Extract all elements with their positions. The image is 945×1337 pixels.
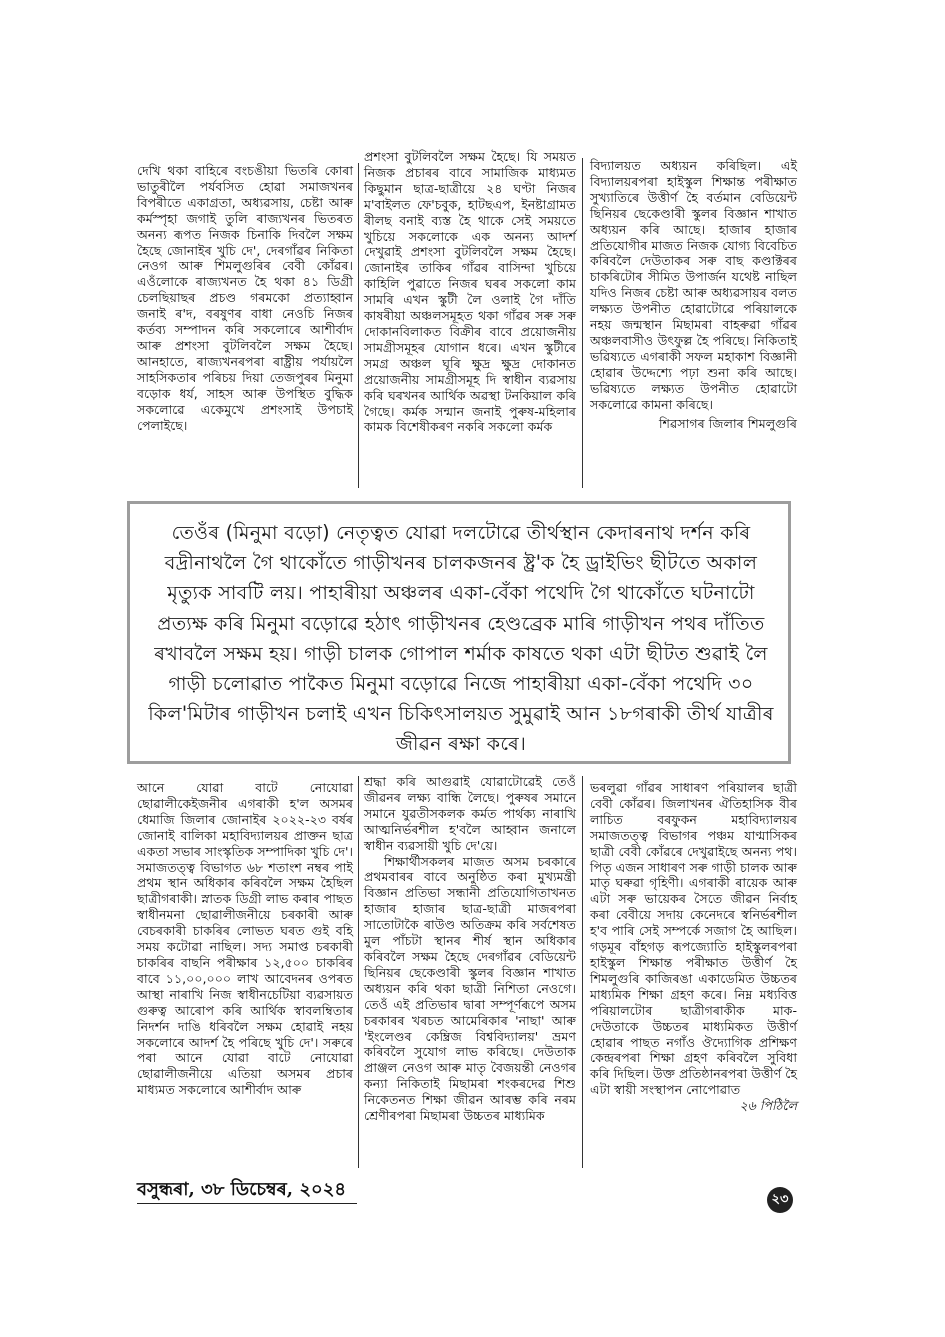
column-top-2 (364, 149, 576, 435)
paragraph: ভৰলুৱা গাঁৱৰ সাধাৰণ পৰিয়ালৰ ছাত্ৰী বেবী কোঁৱৰ। জিলাখনৰ ঐতিহাসিক বীৰ লাচিত বৰফুকন মহাবিদ্যালয়ৰ সমাজতত্ত্ব বিভাগৰ পঞ্চম যাণ্মাসিকৰ ছাত্ৰী বেবী কোঁৱৰে দেখুৱাইছে অনন্য পথ। পিতৃ এজন সাধাৰণ সৰু গাড়ী চালক আৰু মাতৃ ঘৰুৱা গৃহিণী। এগৰাকী ৰায়েক আৰু এটা সৰু ভায়েকৰ সৈতে জীৱন নিৰ্বাহ কৰা বেবীয়ে সদায় কেনেদৰে স্বনিৰ্ভৰশীল হ'ব পাৰি সেই সম্পৰ্কে সজাগ হৈ আছিল। গড়মূৰ বাঁহগড় ৰূপজ্যোতি হাইস্কুলৰপৰা হাইস্কুল শিক্ষান্ত পৰীক্ষাত উত্তীৰ্ণ হৈ শিমলুগুৰি কাজিৰঙা একাডেমিত উচ্চতৰ মাধ্যমিক শিক্ষা গ্ৰহণ কৰে। নিম্ন মধ্যবিত্ত পৰিয়ালটোৰ ছাত্ৰীগৰাকীক মাক- দেউতাকে উচ্চতৰ মাধ্যমিকত উত্তীৰ্ণ হোৱাৰ পাছত নগাঁও ঔদ্যোগিক প্ৰশিক্ষণ কেন্দ্ৰৰপৰা শিক্ষা গ্ৰহণ কৰিবলৈ সুবিধা কৰি দিছিল। উক্ত প্ৰতিষ্ঠানৰপৰা উত্তীৰ্ণ হৈ এটা স্বায়ী সংস্থাপন নোপোৱাত (590, 780, 797, 1098)
column-divider (358, 163, 359, 488)
column-top-1 (137, 163, 353, 433)
paragraph: প্ৰশংসা বুটলিবলৈ সক্ষম হৈছে। যি সময়ত নিজক প্ৰচাৰৰ বাবে সামাজিক মাধ্যমত কিছুমান ছাত্ৰ-ছাত্ৰীয়ে ২৪ ঘণ্টা নিজৰ ম'বাইলত ফে'চবুক, হাটছএপ, ইনষ্টাগ্ৰামত ৰীলছ বনাই ব্যস্ত হৈ থাকে সেই সময়তে খুচিয়ে সকলোকে এক অনন্য আদৰ্শ দেখুৱাই প্ৰশংসা বুটলিবলৈ সক্ষম হৈছে। জোনাইৰ তাকিৰ গাঁৱৰ বাসিন্দা খুচিয়ে কাহিলি পুৱাতে নিজৰ ঘৰৰ সকলো কাম সামৰি এখন স্কুটী লৈ ওলাই গৈ দাঁতি কাষৰীয়া অঞ্চলসমূহত থকা গাঁৱৰ সৰু সৰু দোকানবিলাকত বিক্ৰীৰ বাবে প্ৰয়োজনীয় সামগ্ৰীসমূহৰ যোগান ধৰে। এখন স্কুটীৰে সমগ্ৰ অঞ্চল ঘূৰি ক্ষুদ্ৰ ক্ষুদ্ৰ দোকানত প্ৰয়োজনীয় সামগ্ৰীসমূহ দি স্বাধীন ব্যৱসায় কৰি ঘৰখনৰ আৰ্থিক অৱস্থা টনকিয়াল কৰি গৈছে। কৰ্মক সন্মান জনাই পুৰুষ-মহিলাৰ কামক বিশেষীকৰণ নকৰি সকলো কৰ্মক (364, 149, 576, 435)
continued-note: ২৬ পিঠিলৈ (739, 1098, 797, 1114)
column-bottom-2 (364, 774, 576, 1124)
paragraph: আনে যোৱা বাটে নোযোৱা ছোৱালীকেইজনীৰ এগৰাকী হ'ল অসমৰ ধেমাজি জিলাৰ জোনাইৰ ২০২২-২৩ বৰ্ষৰ জোনাই বালিকা মহাবিদ্যালয়ৰ প্ৰাক্তন ছাত্ৰ একতা সভাৰ সাংস্কৃতিক সম্পাদিকা খুচি দে'। সমাজতত্ত্ব বিভাগত ৬৮ শতাংশ নম্বৰ পাই প্ৰথম স্থান অধিকাৰ কৰিবলৈ সক্ষম হৈছিল ছাত্ৰীগৰাকী। স্নাতক ডিগ্ৰী লাভ কৰাৰ পাছত স্বাধীনমনা ছোৱালীজনীয়ে চৰকাৰী আৰু বেচৰকাৰী চাকৰিৰ লোভত ঘৰত গুই বহি সময় কটোৱা নাছিল। সদ্য সমাপ্ত চৰকাৰী চাকৰিৰ বাছনি পৰীক্ষাৰ ১২,৫০০ চাকৰিৰ বাবে ১১,০০,০০০ লাখ আবেদনৰ ওপৰত আস্থা নাৰাখি নিজ স্বাধীনচেটিয়া ব্যৱসায়ত গুৰুত্ব আৰোপ কৰি আৰ্থিক স্বাবলম্বিতাৰ নিদৰ্শন দাঙি ধৰিবলৈ সক্ষম হোৱাই নহয় সকলোৰে আদৰ্শ হৈ পৰিছে খুচি দে'। সৰুৰে পৰা আনে যোৱা বাটে নোযোৱা ছোৱালীজনীয়ে এতিয়া অসমৰ প্ৰচাৰ মাধ্যমত সকলোৰে আশীৰ্বাদ আৰু (137, 780, 353, 1098)
author-location: শিৱসাগৰ জিলাৰ শিমলুগুৰি (658, 415, 797, 431)
column-divider (582, 158, 583, 488)
paragraph: শ্ৰদ্ধা কৰি আগুৱাই যোৱাটোৱেই তেওঁ জীৱনৰ লক্ষ্য বান্ধি লৈছে। পুৰুষৰ সমানে সমানে যুৱতীসকলক কৰ্মত পাৰ্থক্য নাৰাখি আত্মনিৰ্ভৰশীল হ'বলৈ আহ্বান জনালে স্বাধীন ব্যৱসায়ী খুচি দে'য়ে। (364, 774, 576, 853)
column-divider (358, 776, 359, 1168)
footer-rule (137, 1203, 357, 1204)
paragraph: দেখি থকা বাহিৰে বংচঙীয়া ভিতৰি কোৰা ভাতুৰীলৈ পৰ্যবসিত হোৱা সমাজখনৰ বিপৰীতে একাগ্ৰতা, অধ্যৱসায়, চেষ্টা আৰু কৰ্মস্পৃহা জগাই তুলি ৰাজ্যখনৰ ভিতৰত অনন্য ৰূপত নিজক চিনাকি দিবলৈ সক্ষম হৈছে জোনাইৰ খুচি দে', দেৰগাঁৱৰ নিকিতা নেওগ আৰু শিমলুগুৰিৰ বেবী কোঁৱৰ। এওঁলোকে ৰাজ্যখনত হৈ থকা ৪১ ডিগ্ৰী চেলছিয়াছৰ প্ৰচণ্ড গৰমকো প্ৰত্যাহ্বান জনাই ৰ'দ, বৰষুণৰ বাধা নেওচি নিজৰ কৰ্তব্য সম্পাদন কৰি সকলোৰে আশীৰ্বাদ আৰু প্ৰশংসা বুটলিবলৈ সক্ষম হৈছে। আনহাতে, ৰাজ্যখনৰপৰা ৰাষ্ট্ৰীয় পৰ্যায়লৈ সাহসিকতাৰ পৰিচয় দিয়া তেজপুৰৰ মিনুমা বড়োক ধৰ্য, সাহস আৰু উপস্থিত বুদ্ধিক সকলোৱে একেমুখে প্ৰশংসাই উপচাই পেলাইছে। (137, 163, 353, 433)
paragraph: শিক্ষাৰ্থীসকলৰ মাজত অসম চৰকাৰে প্ৰথমবাৰৰ বাবে অনুষ্ঠিত কৰা মুখ্যমন্ত্ৰী বিজ্ঞান প্ৰতিভা সন্ধানী প্ৰতিযোগিতাখনত হাজাৰ হাজাৰ ছাত্ৰ-ছাত্ৰী মাজৰপৰা সাতোটাকৈ ৰাউণ্ড অতিক্ৰম কৰি সৰ্বশেষত মুল পাঁচটা স্থানৰ শীৰ্ষ স্থান অধিকাৰ কৰিবলৈ সক্ষম হৈছে দেৰগাঁৱৰ বেডিয়েন্ট ছিনিয়ৰ ছেকেণ্ডাৰী স্কুলৰ বিজ্ঞান শাখাত অধ্যয়ন কৰি থকা ছাত্ৰী নিশিতা নেওগে। তেওঁ এই প্ৰতিভাৰ দ্বাৰা সম্পূৰ্ণৰূপে অসম চৰকাৰৰ খৰচত আমেৰিকাৰ 'নাছা' আৰু 'ইংলেণ্ডৰ কেম্ব্ৰিজ বিশ্ববিদ্যালয়' ভ্ৰমণ কৰিবলৈ সুযোগ লাভ কৰিছে। দেউতাক প্ৰাঞ্জল নেওগ আৰু মাতৃ বৈজয়ন্তী নেওগৰ কন্যা নিকিতাই মিছামৰা শংকৰদেৱ শিশু নিকেতনত শিক্ষা জীৱন আৰম্ভ কৰি নৰম শ্ৰেণীৰপৰা মিছামৰা উচ্চতৰ মাধ্যমিক (364, 853, 576, 1124)
pull-quote-box (127, 501, 791, 764)
column-bottom-3 (590, 780, 797, 1114)
paragraph: বিদ্যালয়ত অধ্যয়ন কৰিছিল। এই বিদ্যালয়ৰপৰা হাইস্কুল শিক্ষান্ত পৰীক্ষাত সুখ্যাতিৰে উত্তীৰ্ণ হৈ বৰ্তমান বেডিয়েন্ট ছিনিয়ৰ ছেকেণ্ডাৰী স্কুলৰ বিজ্ঞান শাখাত অধ্যয়ন কৰি আছে। হাজাৰ হাজাৰ প্ৰতিযোগীৰ মাজত নিজক যোগ্য বিবেচিত কৰিবলৈ দেউতাকৰ সৰু বাছ কণ্ডাক্টৰৰ চাকৰিটোৰ সীমিত উপাৰ্জন যথেষ্ট নাছিল যদিও নিজৰ চেষ্টা আৰু অধ্যৱসায়ৰ বলত লক্ষ্যত উপনীত হোৱাটোৱে পৰিয়ালকে নহয় জন্মস্থান মিছামৰা বাহৰুৱা গাঁৱৰ অঞ্চলবাসীও উৎফুল্ল হৈ পৰিছে। নিকিতাই ভৱিষ্যতে এগৰাকী সফল মহাকাশ বিজ্ঞানী হোৱাৰ উদ্দেশ্যে পঢ়া শুনা কৰি আছে। ভৱিষ্যতে লক্ষ্যত উপনীত হোৱাটো সকলোৱে কামনা কৰিছে। (590, 158, 797, 412)
column-divider (582, 776, 583, 1168)
page-number-badge: ২৩ (767, 1187, 793, 1213)
publication-footer: বসুন্ধৰা, ৩৮ ডিচেম্বৰ, ২০২৪ (137, 1179, 347, 1200)
column-bottom-1 (137, 780, 353, 1098)
column-top-3 (590, 158, 797, 431)
pull-quote: তেওঁৰ (মিনুমা বড়ো) নেতৃত্বত যোৱা দলটোৱে তীৰ্থস্থান কেদাৰনাথ দৰ্শন কৰি বদ্ৰীনাথলৈ গৈ থাকোঁতে গাড়ীখনৰ চালকজনৰ ষ্ট্ৰ'ক হৈ ড্ৰাইভিং ছীটতে অকাল মৃত্যুক সাবটি লয়। পাহাৰীয়া অঞ্চলৰ একা-বেঁকা পথেদি গৈ থাকোঁতে ঘটনাটো প্ৰত্যক্ষ কৰি মিনুমা বড়োৱে হঠাৎ গাড়ীখনৰ হেণ্ডব্ৰেক মাৰি গাড়ীখন পথৰ দাঁতিত ৰখাবলৈ সক্ষম হয়। গাড়ী চালক গোপাল শৰ্মাক কাষতে থকা এটা ছীটত শুৱাই লৈ গাড়ী চলোৱাত পাকৈত মিনুমা বড়োৱে নিজে পাহাৰীয়া একা-বেঁকা পথেদি ৩০ কিল'মিটাৰ গাড়ীখন চলাই এখন চিকিৎসালয়ত সুমুৱাই আন ১৮গৰাকী তীৰ্থ যাত্ৰীৰ জীৱন ৰক্ষা কৰে। (148, 521, 774, 756)
